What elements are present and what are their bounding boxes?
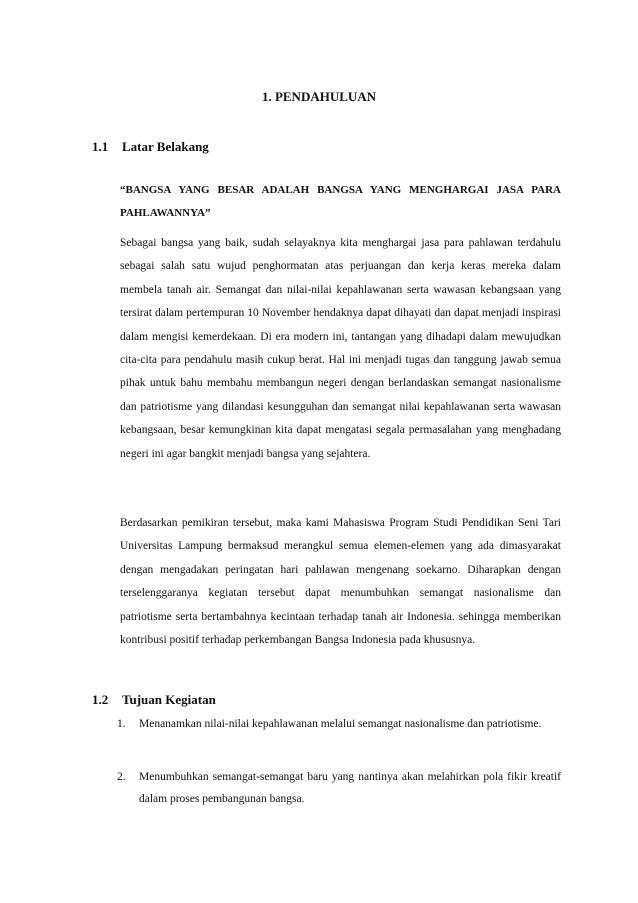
section-number: 1.2: [92, 692, 109, 707]
section-number: 1.1: [92, 139, 109, 154]
quote-text: “BANGSA YANG BESAR ADALAH BANGSA YANG MENGHARGAI JASA PARA PAHLAWANNYA”: [120, 184, 561, 219]
section-heading: Tujuan Kegiatan: [122, 692, 216, 707]
background-paragraph-1: Sebagai bangsa yang baik, sudah selayaknya kita menghargai jasa para pahlawan terdahulu sebagai salah satu wujud penghormatan atas perjuangan dan kerja keras mereka dalam membela tanah air. Semangat dan nilai-nilai kepahlawanan serta wawasan kebangsaan yang tersirat dalam pertempuran 10 November hendaknya dapat dihayati dan dapat menjadi inspirasi dalam mengisi kemerdekaan. Di era modern ini, tantangan yang dihadapi dalam mewujudkan cita-cita para pendahulu masih cukup berat. Hal ini menjadi tugas dan tanggung jawab semua pihak untuk bahu membahu membangun negeri dengan berlandaskan semangat nasionalisme dan patriotisme yang dilandasi kesungguhan dan semangat nilai kepahlawanan serta wawasan kebangsaan, besar kemungkinan kita dapat mengatasi segala permasalahan yang menghadang negeri ini agar bangkit menjadi bangsa yang sejahtera.: [120, 237, 561, 460]
list-item-number: 1.: [117, 718, 126, 730]
document-title: 1. PENDAHULUAN: [261, 89, 377, 104]
list-item-text: Menanamkan nilai-nilai kepahlawanan melalui semangat nasionalisme dan patriotisme.: [139, 718, 542, 730]
list-item-text: Menumbuhkan semangat-semangat baru yang nantinya akan melahirkan pola fikir kreatif dalam proses pembangunan bangsa.: [139, 771, 561, 805]
section-heading: Latar Belakang: [122, 139, 209, 154]
background-paragraph-2: Berdasarkan pemikiran tersebut, maka kami Mahasiswa Program Studi Pendidikan Seni Tari Universitas Lampung bermaksud merangkul semua elemen-elemen yang ada dimasyarakat dengan mengadakan peringatan hari pahlawan mengenang soekarno. Diharapkan dengan terselenggaranya kegiatan tersebut dapat menumbuhkan semangat nasionalisme dan patriotisme serta bertambahnya kecintaan terhadap tanah air Indonesia. sehingga memberikan kontribusi positif terhadap perkembangan Bangsa Indonesia pada khususnya.: [120, 517, 561, 647]
list-item-number: 2.: [117, 771, 126, 783]
